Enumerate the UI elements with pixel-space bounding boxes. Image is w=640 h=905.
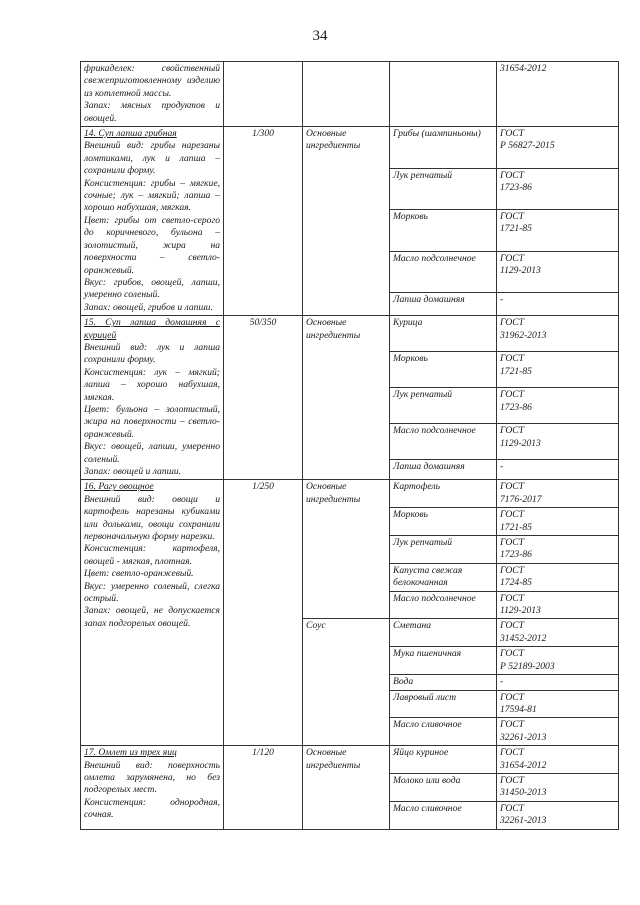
standard-line: ГОСТ xyxy=(500,648,524,660)
standard-line: ГОСТ xyxy=(500,128,524,140)
ingredient-name: Молоко или вода xyxy=(390,773,497,801)
recipe-spec-body xyxy=(81,62,619,830)
ingredient-standard xyxy=(497,352,619,388)
description-line: Внешний вид: поверхность омлета зарумянена, но без подгорелых мест. xyxy=(84,759,220,796)
ingredient-standard xyxy=(497,536,619,564)
ingredient-name: Курица xyxy=(390,316,497,352)
ingredient-name: Масло подсолнечное xyxy=(390,251,497,293)
ingredient-standard xyxy=(497,773,619,801)
portion-size: 1/250 xyxy=(224,480,303,746)
standard-line: 1721-85 xyxy=(500,223,532,235)
dish-description xyxy=(81,316,224,480)
ingredient-name: Морковь xyxy=(390,508,497,536)
ingredient-standard xyxy=(497,388,619,424)
ingredient-name: Сметана xyxy=(390,619,497,647)
description-line: Внешний вид: лук и лапша сохранили форму. xyxy=(84,341,220,366)
description-line: Консистенция: картофеля, овощей - мягкая, плотная. xyxy=(84,543,220,567)
ingredient-name: Лук репчатый xyxy=(390,536,497,564)
ingredient-name: Морковь xyxy=(390,352,497,388)
standard-line: 1723-86 xyxy=(500,181,532,193)
ingredient-name: Лапша домашняя xyxy=(390,460,497,480)
standard-line: 1723-86 xyxy=(500,401,532,413)
continuation-standard: 31654-2012 xyxy=(497,62,619,127)
standard-line: ГОСТ xyxy=(500,481,524,493)
portion-size: 1/120 xyxy=(224,746,303,829)
description-line: Запах: овощей, грибов и лапши. xyxy=(84,301,213,313)
ingredient-name: Масло подсолнечное xyxy=(390,591,497,619)
ingredient-row xyxy=(81,480,619,508)
dish-title: 15. Суп лапша домашняя с курицей xyxy=(84,317,220,341)
standard-line: ГОСТ xyxy=(500,691,524,703)
description-line: фрикаделек: свойственный свежеприготовленному изделию из котлетной массы. xyxy=(84,63,220,99)
ingredient-standard xyxy=(497,591,619,619)
description-line: Консистенция: грибы – мягкие, сочные; лук – мягкий; лапша – хорошо набухшая, мягкая. xyxy=(84,177,220,214)
ingredient-name: Масло подсолнечное xyxy=(390,424,497,460)
ingredient-name: Лук репчатый xyxy=(390,168,497,210)
ingredient-standard xyxy=(497,563,619,591)
ingredient-standard xyxy=(497,460,619,480)
continuation-portion xyxy=(224,62,303,127)
ingredient-standard xyxy=(497,480,619,508)
ingredient-standard xyxy=(497,168,619,210)
standard-line: 17594-81 xyxy=(500,703,537,715)
standard-line: 1129-2013 xyxy=(500,264,541,276)
standard-line: 32261-2013 xyxy=(500,731,547,743)
standard-line: ГОСТ xyxy=(500,509,524,521)
standard-line: 31654-2012 xyxy=(500,759,547,771)
continuation-ingredient xyxy=(390,62,497,127)
standard-line: ГОСТ xyxy=(500,353,524,365)
standard-line: 1724-85 xyxy=(500,577,532,589)
standard-line: 32261-2013 xyxy=(500,815,547,827)
standard-line: Р 52189-2003 xyxy=(500,660,555,672)
ingredient-name: Мука пшеничная xyxy=(390,647,497,675)
continuation-description xyxy=(81,62,224,127)
description-line: Внешний вид: овощи и картофель нарезаны кубиками или дольками, овощи сохранили первоначальную форму нарезки. xyxy=(84,493,220,543)
ingredient-row xyxy=(81,316,619,352)
standard-line: ГОСТ xyxy=(500,169,524,181)
description-line: Вкус: овощей, лапши, умеренно соленый. xyxy=(84,441,220,465)
ingredient-group: Основные ингредиенты xyxy=(303,127,390,316)
ingredient-standard xyxy=(497,508,619,536)
description-line: Внешний вид: грибы нарезаны ломтиками, лук и лапша – сохранили форму. xyxy=(84,140,220,177)
ingredient-name: Картофель xyxy=(390,480,497,508)
description-line: Запах: овощей и лапши. xyxy=(84,466,182,477)
ingredient-standard xyxy=(497,619,619,647)
description-line: Запах: овощей, не допускается запах подгорелых овощей. xyxy=(84,605,220,629)
ingredient-standard xyxy=(497,801,619,829)
ingredient-standard xyxy=(497,127,619,169)
ingredient-standard xyxy=(497,424,619,460)
ingredient-standard xyxy=(497,316,619,352)
standard-line: Р 56827-2015 xyxy=(500,140,555,152)
ingredient-name: Капуста свежая белокочанная xyxy=(390,563,497,591)
ingredient-name: Лапша домашняя xyxy=(390,293,497,316)
standard-line: ГОСТ xyxy=(500,747,524,759)
ingredient-standard xyxy=(497,647,619,675)
ingredient-standard xyxy=(497,210,619,252)
dish-description xyxy=(81,746,224,829)
ingredient-standard xyxy=(497,675,619,690)
standard-line: 31452-2012 xyxy=(500,632,547,644)
description-line: Вкус: умеренно соленый, слегка острый. xyxy=(84,580,220,605)
continuation-group xyxy=(303,62,390,127)
ingredient-name: Морковь xyxy=(390,210,497,252)
ingredient-standard xyxy=(497,251,619,293)
standard-line: ГОСТ xyxy=(500,719,524,731)
ingredient-row xyxy=(81,746,619,774)
standard-line: - xyxy=(500,676,504,688)
page-number: 34 xyxy=(312,28,328,44)
ingredient-name: Лук репчатый xyxy=(390,388,497,424)
ingredient-name: Масло сливочное xyxy=(390,718,497,746)
ingredient-name: Яйцо куриное xyxy=(390,746,497,774)
standard-line: ГОСТ xyxy=(500,211,524,223)
dish-description xyxy=(81,127,224,316)
ingredient-group: Основные ингредиенты xyxy=(303,746,390,829)
standard-line: 1129-2013 xyxy=(500,437,541,449)
standard-line: 31962-2013 xyxy=(500,329,547,341)
portion-size: 1/300 xyxy=(224,127,303,316)
standard-line: 1721-85 xyxy=(500,521,532,533)
standard-line: ГОСТ xyxy=(500,802,524,814)
description-line: Запах: мясных продуктов и овощей. xyxy=(84,100,220,124)
standard-line: 7176-2017 xyxy=(500,493,542,505)
ingredient-standard xyxy=(497,746,619,774)
recipe-spec-table xyxy=(80,61,619,830)
description-line: Консистенция: лук – мягкий; лапша – хорошо набухшая, мягкая. xyxy=(84,366,220,403)
description-line: Консистенция: однородная, сочная. xyxy=(84,796,220,821)
standard-line: ГОСТ xyxy=(500,592,524,604)
continuation-row xyxy=(81,62,619,127)
standard-line: - xyxy=(500,294,504,306)
standard-line: ГОСТ xyxy=(500,537,524,549)
standard-line: ГОСТ xyxy=(500,564,524,576)
standard-line: ГОСТ xyxy=(500,252,524,264)
ingredient-name: Масло сливочное xyxy=(390,801,497,829)
standard-line: ГОСТ xyxy=(500,425,524,437)
description-line: Вкус: грибов, овощей, лапши, умеренно соленый. xyxy=(84,276,220,301)
standard-line: ГОСТ xyxy=(500,317,524,329)
standard-line: - xyxy=(500,461,504,473)
description-line: Цвет: бульона – золотистый, жира на поверхности – светло-оранжевый. xyxy=(84,403,220,440)
dish-title: 16. Рагу овощное xyxy=(84,481,154,493)
ingredient-name: Грибы (шампиньоны) xyxy=(390,127,497,169)
portion-size: 50/350 xyxy=(224,316,303,480)
ingredient-standard xyxy=(497,690,619,718)
ingredient-group: Соус xyxy=(303,619,390,746)
ingredient-group: Основные ингредиенты xyxy=(303,480,390,619)
ingredient-standard xyxy=(497,718,619,746)
dish-description xyxy=(81,480,224,746)
ingredient-standard xyxy=(497,293,619,316)
ingredient-name: Лавровый лист xyxy=(390,690,497,718)
standard-line: 1129-2013 xyxy=(500,605,541,617)
standard-line: 1723-86 xyxy=(500,549,532,561)
standard-line: ГОСТ xyxy=(500,620,524,632)
description-line: Цвет: светло-оранжевый. xyxy=(84,568,194,580)
ingredient-name: Вода xyxy=(390,675,497,690)
dish-title: 17. Омлет из трех яиц xyxy=(84,747,177,759)
standard-line: 31450-2013 xyxy=(500,787,547,799)
ingredient-row xyxy=(81,127,619,169)
dish-title: 14. Суп лапша грибная xyxy=(84,128,177,140)
standard-line: ГОСТ xyxy=(500,389,524,401)
standard-line: 1721-85 xyxy=(500,365,532,377)
description-line: Цвет: грибы от светло-серого до коричневого, бульона – золотистый, жира на поверхности – светло-оранжевый. xyxy=(84,214,220,276)
ingredient-group: Основные ингредиенты xyxy=(303,316,390,480)
standard-line: ГОСТ xyxy=(500,774,524,786)
